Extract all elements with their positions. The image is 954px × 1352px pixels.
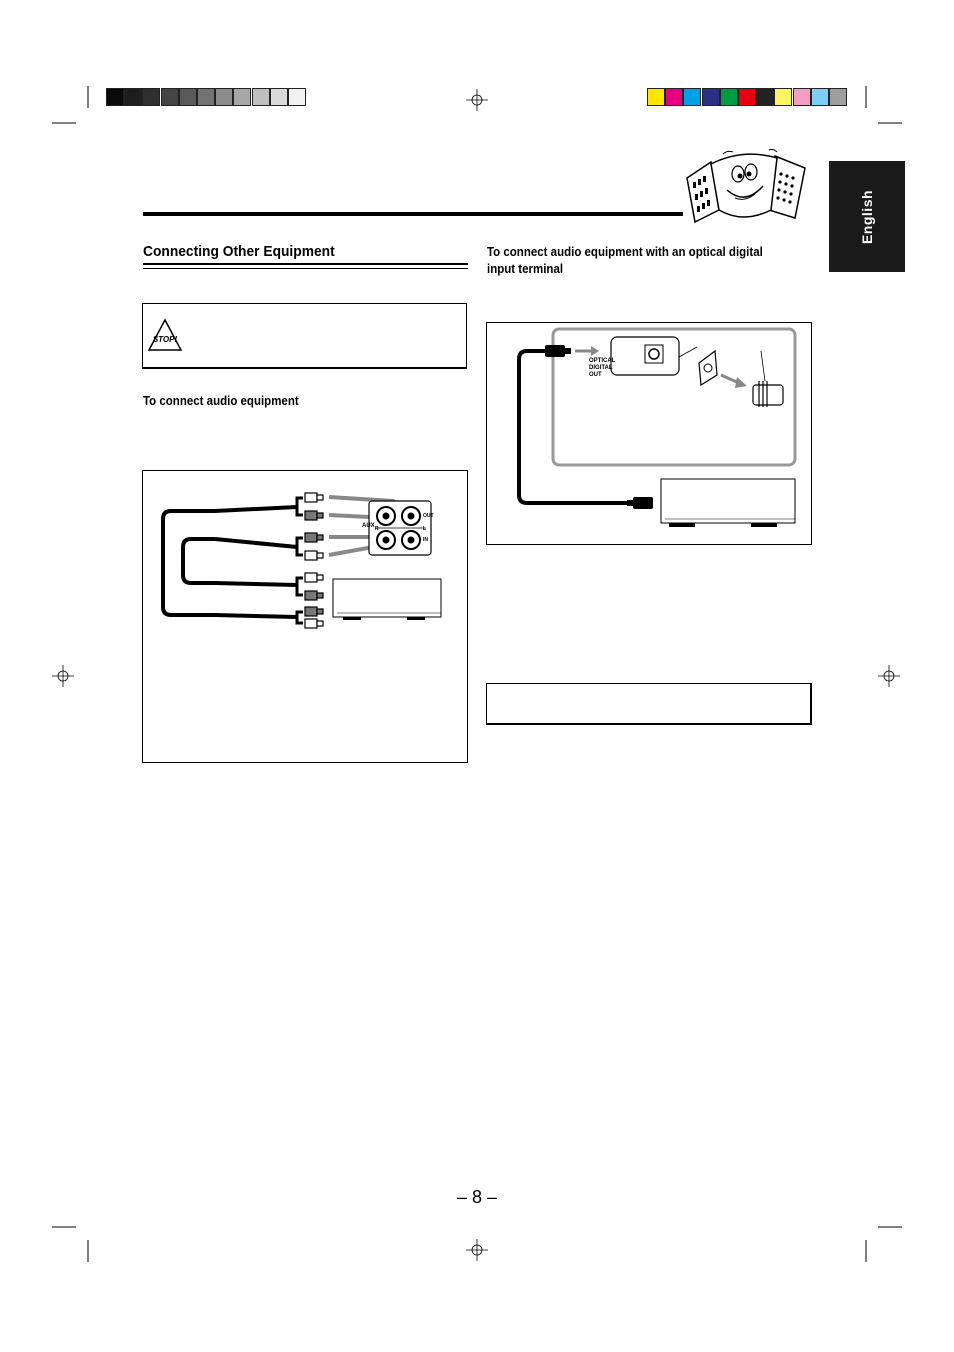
optical-label-2: DIGITAL: [589, 365, 613, 371]
gray-swatch: [161, 88, 179, 106]
gray-swatch: [179, 88, 197, 106]
grayscale-bar: [106, 88, 306, 106]
optical-connection-diagram: [487, 323, 811, 544]
color-swatch: [683, 88, 701, 106]
gray-swatch: [142, 88, 160, 106]
color-swatch: [811, 88, 829, 106]
color-swatch: [756, 88, 774, 106]
color-swatch: [647, 88, 665, 106]
aux-label: AUX: [362, 523, 375, 529]
in-label: IN: [423, 537, 428, 543]
color-swatch: [793, 88, 811, 106]
language-tab-label: English: [859, 189, 875, 244]
audio-diagram-box: [142, 470, 468, 763]
language-tab: [829, 161, 905, 272]
accordion-mascot-icon: [683, 148, 815, 230]
optical-heading: [487, 244, 763, 278]
stop-warning-icon: [147, 318, 183, 352]
color-swatch: [738, 88, 756, 106]
gray-swatch: [106, 88, 124, 106]
gray-swatch: [270, 88, 288, 106]
optical-label-1: OPTICAL: [589, 358, 616, 364]
gray-swatch: [124, 88, 142, 106]
page-number: – 8 –: [456, 1187, 498, 1207]
color-swatch: [774, 88, 792, 106]
note-box: [486, 683, 812, 725]
color-bar: [647, 88, 847, 106]
gray-swatch: [252, 88, 270, 106]
stop-warning-text: STOP!: [152, 335, 178, 344]
gray-swatch: [288, 88, 306, 106]
color-swatch: [702, 88, 720, 106]
optical-heading-line-1: To connect audio equipment with an optical digital: [487, 245, 763, 259]
gray-swatch: [233, 88, 251, 106]
optical-heading-line-2: input terminal: [487, 262, 564, 276]
header-rule: [143, 212, 683, 216]
audio-heading: To connect audio equipment: [143, 394, 299, 408]
optical-label-3: OUT: [589, 372, 602, 378]
caution-box: [142, 303, 467, 369]
gray-swatch: [197, 88, 215, 106]
r-label: R: [375, 526, 379, 532]
color-swatch: [665, 88, 683, 106]
out-label: OUT: [423, 513, 434, 519]
gray-swatch: [215, 88, 233, 106]
section-title-rule: [143, 263, 468, 265]
color-swatch: [829, 88, 847, 106]
audio-connection-diagram: [143, 471, 467, 762]
section-title: Connecting Other Equipment: [143, 243, 335, 260]
section-title-rule-thin: [143, 268, 468, 269]
color-swatch: [720, 88, 738, 106]
optical-diagram-box: [486, 322, 812, 545]
l-label: L: [423, 526, 427, 532]
